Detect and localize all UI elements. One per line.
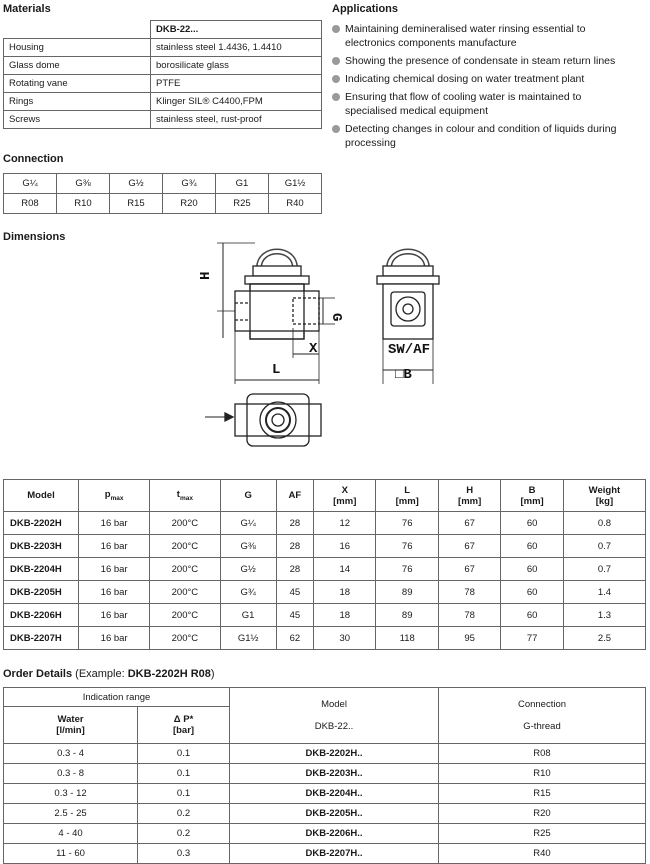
cell-p: 16 bar — [79, 558, 150, 581]
order-table — [3, 687, 646, 864]
cell-g: G1½ — [220, 627, 276, 650]
cell-w: 0.7 — [563, 535, 645, 558]
list-item — [332, 90, 632, 118]
cell-model: DKB-2204H — [4, 558, 79, 581]
cell-model: DKB-2202H — [4, 512, 79, 535]
cell-b: 60 — [501, 535, 563, 558]
col-water: Water [l/min] — [4, 707, 138, 744]
material-value: stainless steel, rust-proof — [151, 111, 322, 129]
cell-h: 78 — [438, 604, 500, 627]
bullet-icon — [332, 57, 340, 65]
table-row — [4, 627, 646, 650]
table-row — [4, 174, 322, 194]
col-indication-range: Indication range — [4, 688, 230, 707]
cell-x: 14 — [314, 558, 376, 581]
cell-g: G¼ — [220, 512, 276, 535]
label-l: L — [272, 362, 281, 378]
cell-water: 4 - 40 — [4, 824, 138, 844]
cell-conn: R10 — [439, 764, 646, 784]
cell-l: 76 — [376, 558, 438, 581]
application-text: Detecting changes in colour and condition of liquids during processing — [345, 123, 617, 149]
cell-water: 0.3 - 4 — [4, 744, 138, 764]
cell-h: 67 — [438, 512, 500, 535]
cell-b: 77 — [501, 627, 563, 650]
cell-conn: R40 — [439, 844, 646, 864]
table-row — [4, 764, 646, 784]
cell-p: 16 bar — [79, 604, 150, 627]
cell-x: 16 — [314, 535, 376, 558]
cell-model: DKB-2207H.. — [230, 844, 439, 864]
cell-dp: 0.2 — [138, 804, 230, 824]
front-view — [377, 252, 439, 385]
table-row — [4, 57, 322, 75]
cell-p: 16 bar — [79, 627, 150, 650]
dimension-drawing — [195, 228, 455, 453]
material-value: stainless steel 1.4436, 1.4410 — [151, 39, 322, 57]
cell-conn: R25 — [439, 824, 646, 844]
table-row — [4, 535, 646, 558]
col-weight: Weight [kg] — [563, 480, 645, 512]
application-text: Showing the presence of condensate in steam return lines — [345, 55, 616, 67]
table-row — [4, 93, 322, 111]
col-tmax: $t_{max}$ — [150, 480, 220, 512]
thread-g: G⅜ — [57, 174, 110, 194]
col-x: X [mm] — [314, 480, 376, 512]
cell-g: G⅜ — [220, 535, 276, 558]
label-h: H — [198, 271, 214, 280]
thread-g: G1 — [216, 174, 269, 194]
cell-b: 60 — [501, 512, 563, 535]
cell-h: 67 — [438, 535, 500, 558]
material-value: Klinger SIL® C4400,FPM — [151, 93, 322, 111]
col-model: Model DKB-22.. — [230, 688, 439, 744]
order-title-line — [3, 668, 215, 680]
table-row — [4, 111, 322, 129]
label-x: X — [309, 341, 318, 357]
label-g: G — [328, 313, 344, 322]
table-row — [4, 194, 322, 214]
cell-conn: R15 — [439, 784, 646, 804]
application-text: Indicating chemical dosing on water treatment plant — [345, 73, 585, 85]
materials-title: Materials — [3, 3, 51, 15]
cell-l: 76 — [376, 535, 438, 558]
order-example-prefix: (Example: — [75, 668, 128, 680]
thread-g: G¾ — [163, 174, 216, 194]
cell-model: DKB-2205H.. — [230, 804, 439, 824]
thread-g: G1½ — [269, 174, 322, 194]
thread-r: R25 — [216, 194, 269, 214]
cell-l: 118 — [376, 627, 438, 650]
cell-t: 200°C — [150, 558, 220, 581]
material-value: borosilicate glass — [151, 57, 322, 75]
cell-af: 28 — [276, 512, 313, 535]
cell-l: 89 — [376, 604, 438, 627]
table-row — [4, 558, 646, 581]
col-connection: Connection G-thread — [439, 688, 646, 744]
cell-b: 60 — [501, 581, 563, 604]
cell-g: G¾ — [220, 581, 276, 604]
cell-l: 76 — [376, 512, 438, 535]
col-model: Model — [4, 480, 79, 512]
cell-t: 200°C — [150, 512, 220, 535]
materials-model-header: DKB-22... — [151, 21, 322, 39]
connection-table — [3, 173, 322, 214]
application-text: Ensuring that flow of cooling water is maintained to specialised medical equipment — [345, 91, 582, 117]
cell-p: 16 bar — [79, 512, 150, 535]
bullet-icon — [332, 75, 340, 83]
col-h: H [mm] — [438, 480, 500, 512]
top-view — [205, 394, 321, 446]
dimensions-title: Dimensions — [3, 231, 66, 243]
cell-model: DKB-2203H.. — [230, 764, 439, 784]
thread-g: G½ — [110, 174, 163, 194]
thread-r: R40 — [269, 194, 322, 214]
col-l: L [mm] — [376, 480, 438, 512]
cell-model: DKB-2206H.. — [230, 824, 439, 844]
cell-w: 0.7 — [563, 558, 645, 581]
cell-af: 45 — [276, 604, 313, 627]
col-pmax: $p_{max}$ — [79, 480, 150, 512]
thread-r: R20 — [163, 194, 216, 214]
label-b: □B — [395, 367, 412, 383]
cell-p: 16 bar — [79, 535, 150, 558]
cell-t: 200°C — [150, 535, 220, 558]
list-item — [332, 72, 632, 86]
cell-conn: R20 — [439, 804, 646, 824]
table-row — [4, 604, 646, 627]
table-row — [4, 844, 646, 864]
cell-water: 2.5 - 25 — [4, 804, 138, 824]
thread-g: G¼ — [4, 174, 57, 194]
material-label: Rings — [4, 93, 151, 111]
table-header-row — [4, 480, 646, 512]
cell-af: 45 — [276, 581, 313, 604]
applications-title: Applications — [332, 3, 399, 15]
list-item — [332, 54, 632, 68]
cell-t: 200°C — [150, 627, 220, 650]
cell-conn: R08 — [439, 744, 646, 764]
col-b: B [mm] — [501, 480, 563, 512]
thread-r: R10 — [57, 194, 110, 214]
cell-w: 2.5 — [563, 627, 645, 650]
cell-dp: 0.1 — [138, 764, 230, 784]
cell-dp: 0.3 — [138, 844, 230, 864]
cell-water: 0.3 - 12 — [4, 784, 138, 804]
cell-model: DKB-2203H — [4, 535, 79, 558]
cell-h: 95 — [438, 627, 500, 650]
cell-t: 200°C — [150, 604, 220, 627]
bullet-icon — [332, 25, 340, 33]
cell-model: DKB-2207H — [4, 627, 79, 650]
cell-x: 18 — [314, 581, 376, 604]
table-row — [4, 804, 646, 824]
cell-dp: 0.2 — [138, 824, 230, 844]
cell-p: 16 bar — [79, 581, 150, 604]
cell-water: 0.3 - 8 — [4, 764, 138, 784]
cell-dp: 0.1 — [138, 744, 230, 764]
cell-t: 200°C — [150, 581, 220, 604]
bullet-icon — [332, 93, 340, 101]
cell-af: 62 — [276, 627, 313, 650]
cell-x: 30 — [314, 627, 376, 650]
material-label: Housing — [4, 39, 151, 57]
cell-w: 1.3 — [563, 604, 645, 627]
thread-r: R15 — [110, 194, 163, 214]
list-item — [332, 22, 632, 50]
table-row — [4, 75, 322, 93]
table-row — [4, 824, 646, 844]
table-row — [4, 744, 646, 764]
cell-model: DKB-2204H.. — [230, 784, 439, 804]
col-g: G — [220, 480, 276, 512]
material-label: Glass dome — [4, 57, 151, 75]
cell-af: 28 — [276, 535, 313, 558]
bullet-icon — [332, 125, 340, 133]
col-af: AF — [276, 480, 313, 512]
thread-r: R08 — [4, 194, 57, 214]
cell-w: 0.8 — [563, 512, 645, 535]
cell-model: DKB-2206H — [4, 604, 79, 627]
col-dp: Δ P* [bar] — [138, 707, 230, 744]
table-row — [4, 512, 646, 535]
connection-title: Connection — [3, 153, 64, 165]
list-item — [332, 122, 632, 150]
material-label: Screws — [4, 111, 151, 129]
table-row — [4, 581, 646, 604]
cell-h: 78 — [438, 581, 500, 604]
cell-g: G½ — [220, 558, 276, 581]
cell-model: DKB-2205H — [4, 581, 79, 604]
order-title: Order Details — [3, 668, 73, 680]
cell-model: DKB-2202H.. — [230, 744, 439, 764]
material-value: PTFE — [151, 75, 322, 93]
table-row — [4, 39, 322, 57]
order-example-suffix: ) — [210, 668, 215, 680]
table-row — [4, 784, 646, 804]
order-example-model: DKB-2202H R08 — [127, 668, 211, 680]
cell-g: G1 — [220, 604, 276, 627]
material-label: Rotating vane — [4, 75, 151, 93]
cell-x: 12 — [314, 512, 376, 535]
cell-b: 60 — [501, 604, 563, 627]
label-swaf: SW/AF — [388, 342, 431, 358]
cell-x: 18 — [314, 604, 376, 627]
cell-w: 1.4 — [563, 581, 645, 604]
dimensions-table — [3, 479, 646, 650]
cell-l: 89 — [376, 581, 438, 604]
cell-b: 60 — [501, 558, 563, 581]
cell-water: 11 - 60 — [4, 844, 138, 864]
table-header-row — [4, 688, 646, 707]
cell-h: 67 — [438, 558, 500, 581]
cell-af: 28 — [276, 558, 313, 581]
materials-table — [3, 20, 322, 129]
applications-list — [332, 22, 632, 154]
application-text: Maintaining demineralised water rinsing essential to electronics components manufacture — [345, 23, 586, 49]
cell-dp: 0.1 — [138, 784, 230, 804]
